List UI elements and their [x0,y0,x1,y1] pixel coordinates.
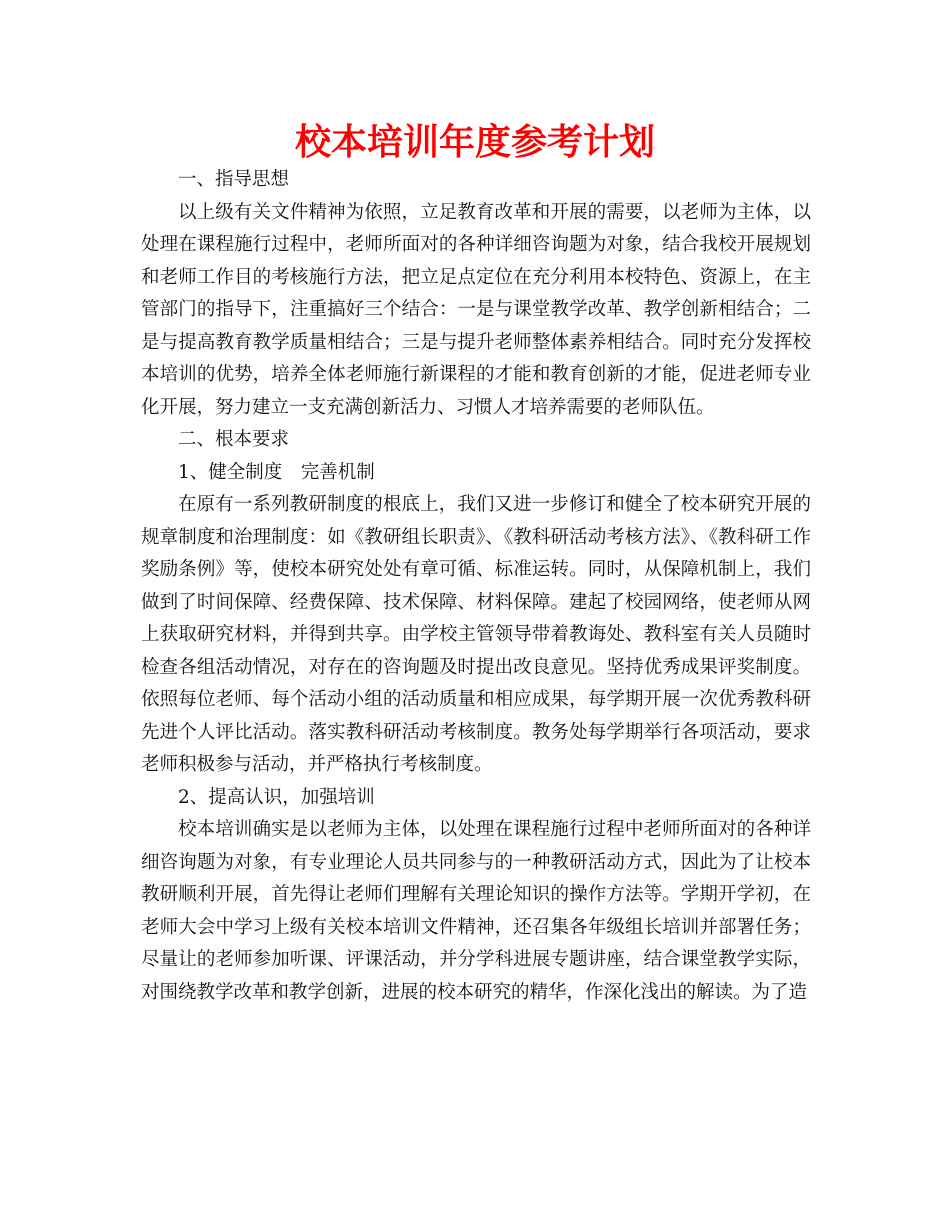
section-heading: 一、指导思想 [178,169,290,190]
subsection-heading: 1、健全制度 完善机制 [178,461,375,483]
paragraph: 以上级有关文件精神为依照，立足教育改革和开展的需要，以老师为主体，以处理在课程施行过程中，老师所面对的各种详细咨询题为对象，结合我校开展规划和老师工作目的考核施行方法，把立足点定位在充分利用本校特色、资源上，在主管部门的指导下，注重搞好三个结合：一是与课堂教学改革、教学创新相结合；二是与提高教育教学质量相结合；三是与提升老师整体素养相结合。同时充分发挥校本培训的优势，培养全体老师施行新课程的才能和教育创新的才能，促进老师专业化开展，努力建立一支充满创新活力、习惯人才培养需要的老师队伍。 [141,201,811,418]
subsection-heading: 2、提高认识，加强培训 [178,786,375,808]
paragraph: 在原有一系列教研制度的根底上，我们又进一步修订和健全了校本研究开展的规章制度和治理制度：如《教研组长职责》、《教科研活动考核方法》、《教科研工作奖励条例》等，使校本研究处处有章可循、标准运转。同时，从保障机制上，我们做到了时间保障、经费保障、技术保障、材料保障。建起了校园网络，使老师从网上获取研究材料，并得到共享。由学校主管领导带着教诲处、教科室有关人员随时检查各组活动情况，对存在的咨询题及时提出改良意见。坚持优秀成果评奖制度。依照每位老师、每个活动小组的活动质量和相应成果，每学期开展一次优秀教科研先进个人评比活动。落实教科研活动考核制度。教务处每学期举行各项活动，要求老师积极参与活动，并严格执行考核制度。 [141,494,811,775]
paragraph: 校本培训确实是以老师为主体，以处理在课程施行过程中老师所面对的各种详细咨询题为对象，有专业理论人员共同参与的一种教研活动方式，因此为了让校本教研顺利开展，首先得让老师们理解有关理论知识的操作方法等。学期开学初，在老师大会中学习上级有关校本培训文件精神，还召集各年级组长培训并部署任务；尽量让的老师参加听课、评课活动，并分学科进展专题讲座，结合课堂教学实际，对围绕教学改革和教学创新，进展的校本研究的精华，作深化浅出的解读。为了造 [141,819,811,1003]
document-body [141,164,811,1009]
section-heading: 二、根本要求 [178,429,290,450]
document-title: 校本培训年度参考计划 [294,122,655,163]
